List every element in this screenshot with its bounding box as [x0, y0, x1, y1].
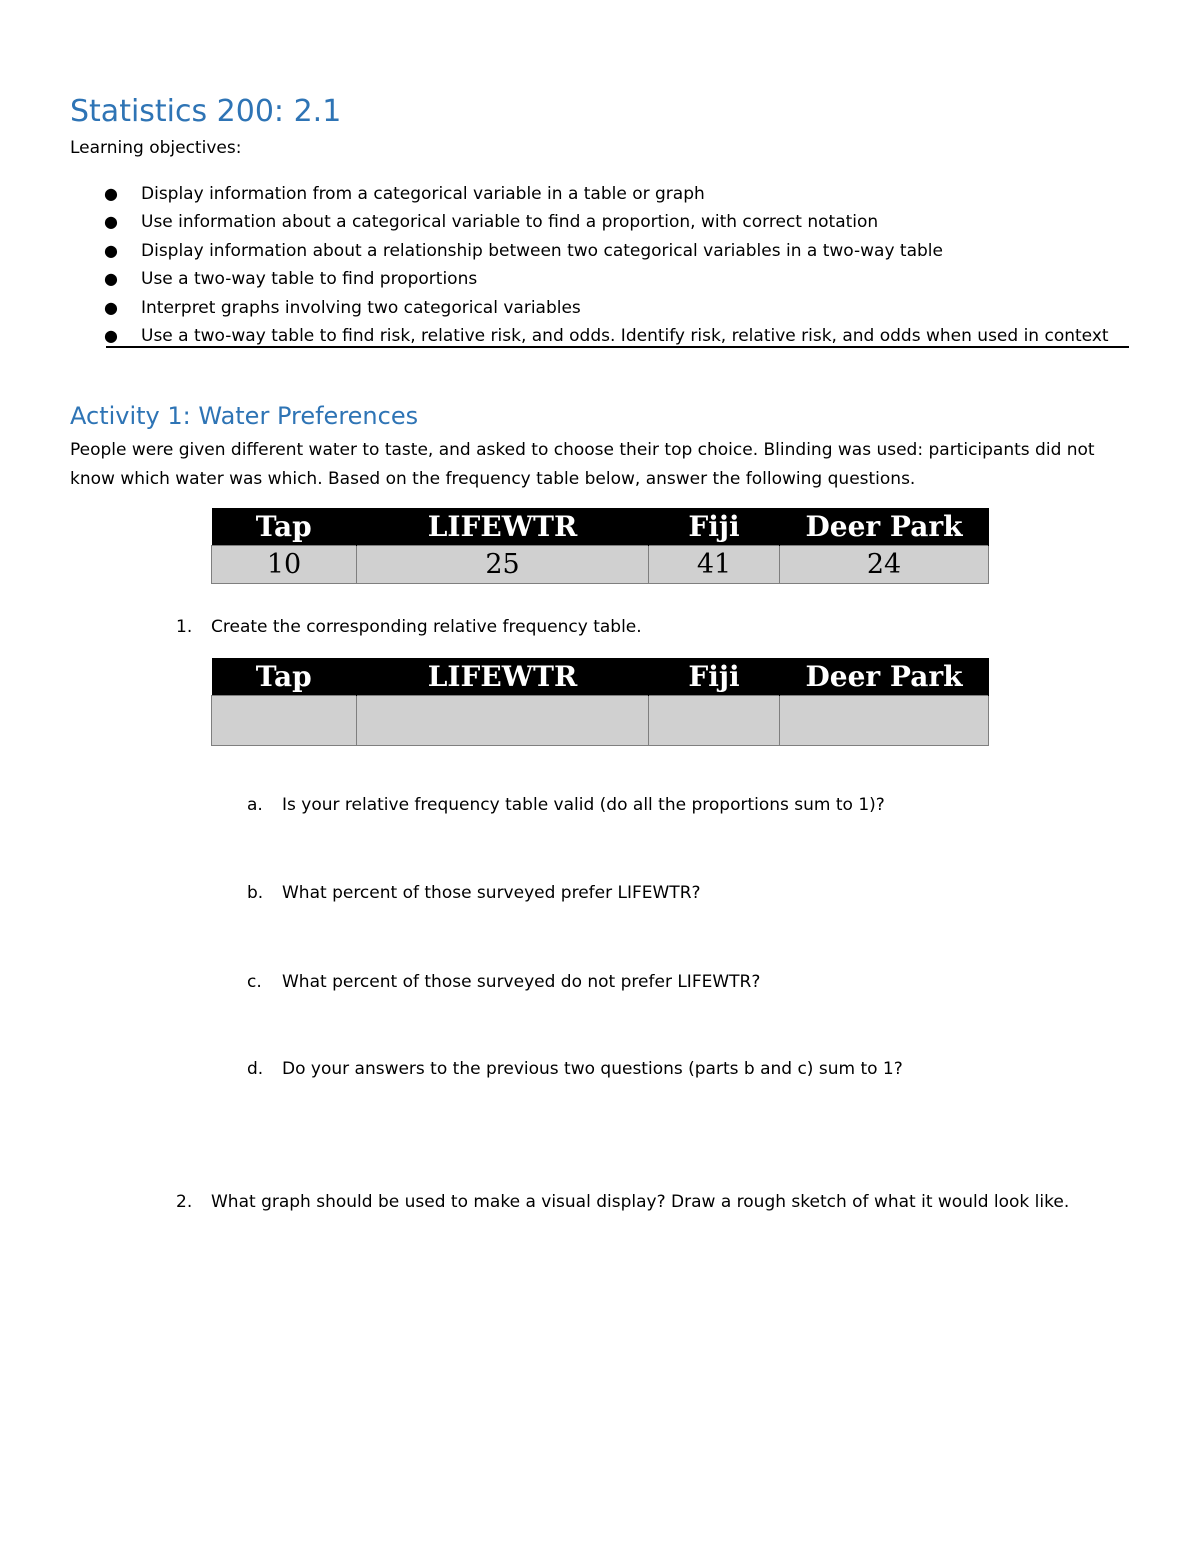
bullet-icon: ● — [104, 325, 118, 345]
list-item: ● Use a two-way table to find proportions — [104, 265, 1134, 293]
freq-header-deer-park: Deer Park — [780, 508, 989, 546]
rel-header-deer-park: Deer Park — [780, 658, 989, 696]
question-1 — [176, 617, 776, 641]
part-label: a. — [247, 795, 263, 815]
question-number: 1. — [176, 617, 193, 637]
activity-title: Activity 1: Water Preferences — [70, 402, 419, 430]
rel-answer-cell-lifewtr[interactable] — [357, 696, 649, 746]
question-1b — [247, 883, 947, 907]
part-label: d. — [247, 1059, 264, 1079]
freq-value-deer-park: 24 — [780, 546, 989, 584]
question-2 — [176, 1192, 1136, 1216]
rel-header-tap: Tap — [212, 658, 357, 696]
objectives-label: Learning objectives: — [70, 138, 242, 158]
objectives-list — [104, 180, 1134, 350]
bullet-icon: ● — [104, 212, 118, 232]
list-item: ● Interpret graphs involving two categorical variables — [104, 294, 1134, 322]
part-text: Do your answers to the previous two questions (parts b and c) sum to 1? — [282, 1059, 903, 1079]
question-number: 2. — [176, 1192, 193, 1212]
list-item: ● Display information about a relationship between two categorical variables in a two-way table — [104, 237, 1134, 265]
list-item: ● Display information from a categorical variable in a table or graph — [104, 180, 1134, 208]
list-item: ● Use a two-way table to find risk, relative risk, and odds. Identify risk, relative risk, and odds when used in context — [104, 322, 1134, 350]
rel-answer-cell-fiji[interactable] — [649, 696, 780, 746]
list-item: ● Use information about a categorical variable to find a proportion, with correct notation — [104, 208, 1134, 236]
rel-answer-cell-tap[interactable] — [212, 696, 357, 746]
question-text: What graph should be used to make a visual display? Draw a rough sketch of what it would look like. — [211, 1192, 1070, 1212]
part-text: What percent of those surveyed do not prefer LIFEWTR? — [282, 972, 761, 992]
question-1d — [247, 1059, 947, 1083]
freq-value-fiji: 41 — [649, 546, 780, 584]
freq-header-fiji: Fiji — [649, 508, 780, 546]
question-text: Create the corresponding relative frequency table. — [211, 617, 642, 637]
activity-intro: People were given different water to taste, and asked to choose their top choice. Blinding was used: participants did not know which water was which. Based on the frequency table below, answer the following questions. — [70, 440, 1095, 489]
bullet-icon: ● — [104, 297, 118, 317]
section-divider — [106, 346, 1129, 348]
relative-frequency-table — [211, 658, 989, 746]
freq-value-lifewtr: 25 — [357, 546, 649, 584]
part-label: b. — [247, 883, 264, 903]
part-text: Is your relative frequency table valid (do all the proportions sum to 1)? — [282, 795, 885, 815]
question-1a — [247, 795, 947, 819]
part-text: What percent of those surveyed prefer LIFEWTR? — [282, 883, 701, 903]
bullet-icon: ● — [104, 269, 118, 289]
freq-header-lifewtr: LIFEWTR — [357, 508, 649, 546]
rel-answer-cell-deer-park[interactable] — [780, 696, 989, 746]
freq-value-tap: 10 — [212, 546, 357, 584]
frequency-table — [211, 508, 989, 584]
freq-header-tap: Tap — [212, 508, 357, 546]
bullet-icon: ● — [104, 240, 118, 260]
bullet-icon: ● — [104, 184, 118, 203]
rel-header-fiji: Fiji — [649, 658, 780, 696]
page-title: Statistics 200: 2.1 — [70, 94, 342, 129]
question-1c — [247, 972, 947, 996]
part-label: c. — [247, 972, 262, 992]
rel-header-lifewtr: LIFEWTR — [357, 658, 649, 696]
